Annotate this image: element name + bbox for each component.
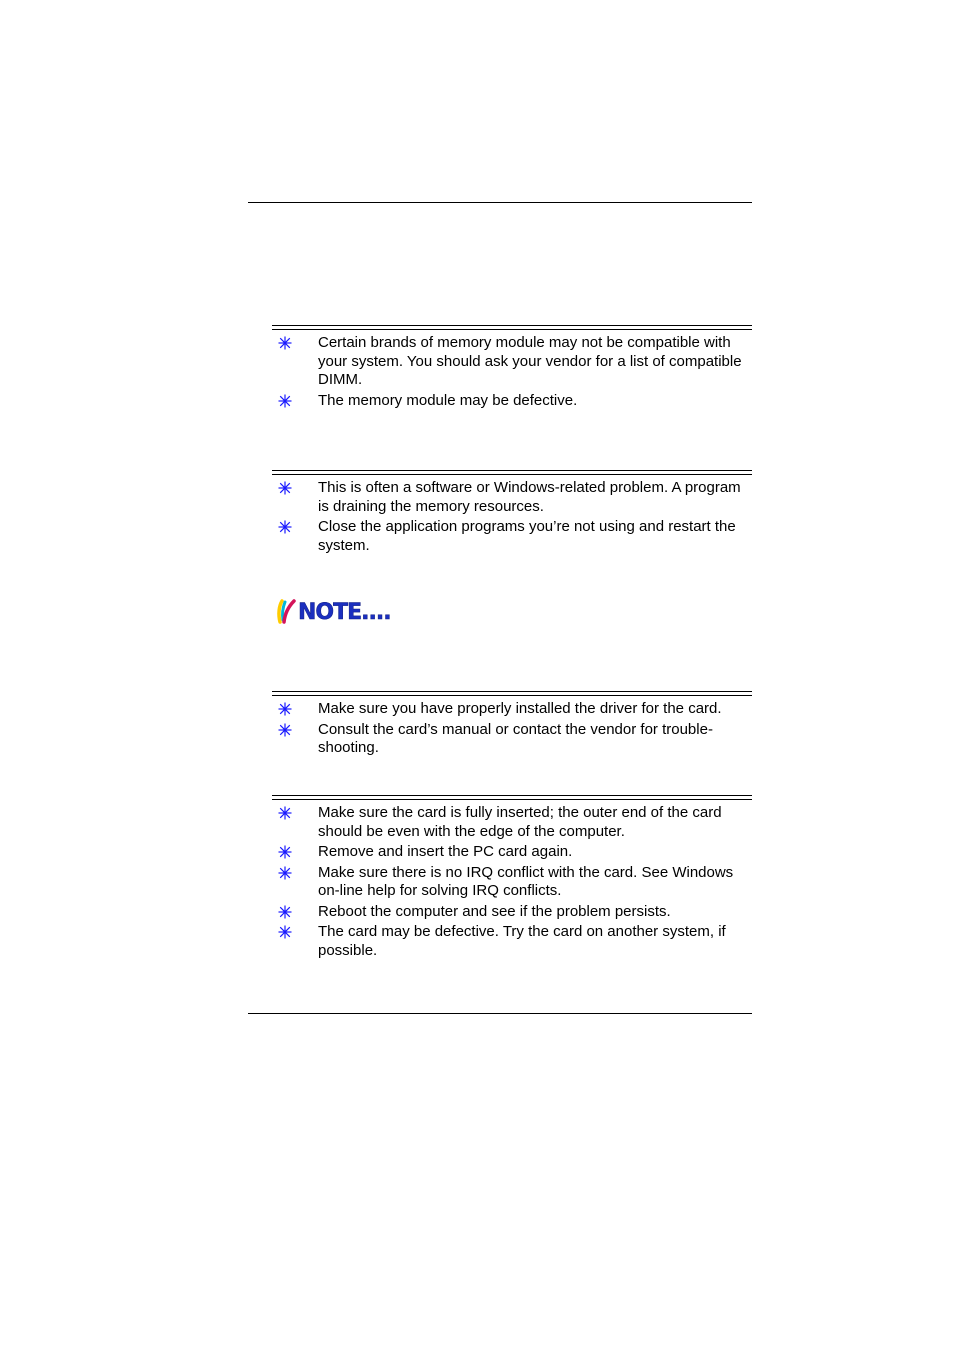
bullet-list — [272, 334, 752, 410]
bullet-list — [272, 479, 752, 555]
footer-rule — [248, 1013, 752, 1014]
section-rule — [272, 795, 752, 800]
note-logo — [276, 598, 408, 628]
list-item — [272, 518, 752, 555]
list-item-text: Remove and insert the PC card again. — [318, 843, 573, 860]
list-item — [272, 334, 752, 390]
troubleshooting-section-3 — [272, 691, 752, 760]
snowflake-bullet-icon — [278, 723, 292, 737]
list-item-text: This is often a software or Windows-related problem. A program is draining the memory resources. — [318, 479, 741, 515]
section-rule — [272, 691, 752, 696]
note-icon — [276, 598, 298, 626]
snowflake-bullet-icon — [278, 520, 292, 534]
list-item-text: Consult the card’s manual or contact the vendor for trouble-shooting. — [318, 720, 713, 756]
troubleshooting-section-1 — [272, 325, 752, 412]
bullet-list — [272, 700, 752, 758]
troubleshooting-section-4 — [272, 795, 752, 962]
list-item-text: The card may be defective. Try the card on another system, if possible. — [318, 923, 726, 959]
list-item — [272, 479, 752, 516]
list-item — [272, 923, 752, 960]
snowflake-bullet-icon — [278, 845, 292, 859]
list-item — [272, 843, 752, 862]
list-item — [272, 392, 752, 411]
list-item-text: Reboot the computer and see if the problem persists. — [318, 902, 671, 920]
section-rule — [272, 470, 752, 475]
snowflake-bullet-icon — [278, 905, 292, 919]
troubleshooting-section-2 — [272, 470, 752, 557]
bullet-list — [272, 804, 752, 960]
list-item-text: The memory module may be defective. — [318, 391, 578, 409]
snowflake-bullet-icon — [278, 866, 292, 880]
list-item-text: Make sure there is no IRQ conflict with the card. See Windows on-line help for solving IRQ conflicts. — [318, 863, 734, 899]
snowflake-bullet-icon — [278, 806, 292, 820]
snowflake-bullet-icon — [278, 394, 292, 408]
list-item-text: Make sure the card is fully inserted; the outer end of the card should be even with the edge of the computer. — [318, 804, 722, 840]
header-rule — [248, 202, 752, 203]
snowflake-bullet-icon — [278, 336, 292, 350]
list-item-text: Close the application programs you’re not using and restart the system. — [318, 518, 736, 554]
list-item-text: Certain brands of memory module may not be compatible with your system. You should ask your vendor for a list of compatible DIMM. — [318, 334, 742, 388]
section-rule — [272, 325, 752, 330]
list-item — [272, 700, 752, 719]
note-label: NOTE.... — [298, 600, 391, 625]
list-item — [272, 804, 752, 841]
snowflake-bullet-icon — [278, 481, 292, 495]
snowflake-bullet-icon — [278, 702, 292, 716]
list-item-text: Make sure you have properly installed the driver for the card. — [318, 700, 722, 717]
list-item — [272, 903, 752, 922]
list-item — [272, 721, 752, 758]
snowflake-bullet-icon — [278, 925, 292, 939]
list-item — [272, 864, 752, 901]
